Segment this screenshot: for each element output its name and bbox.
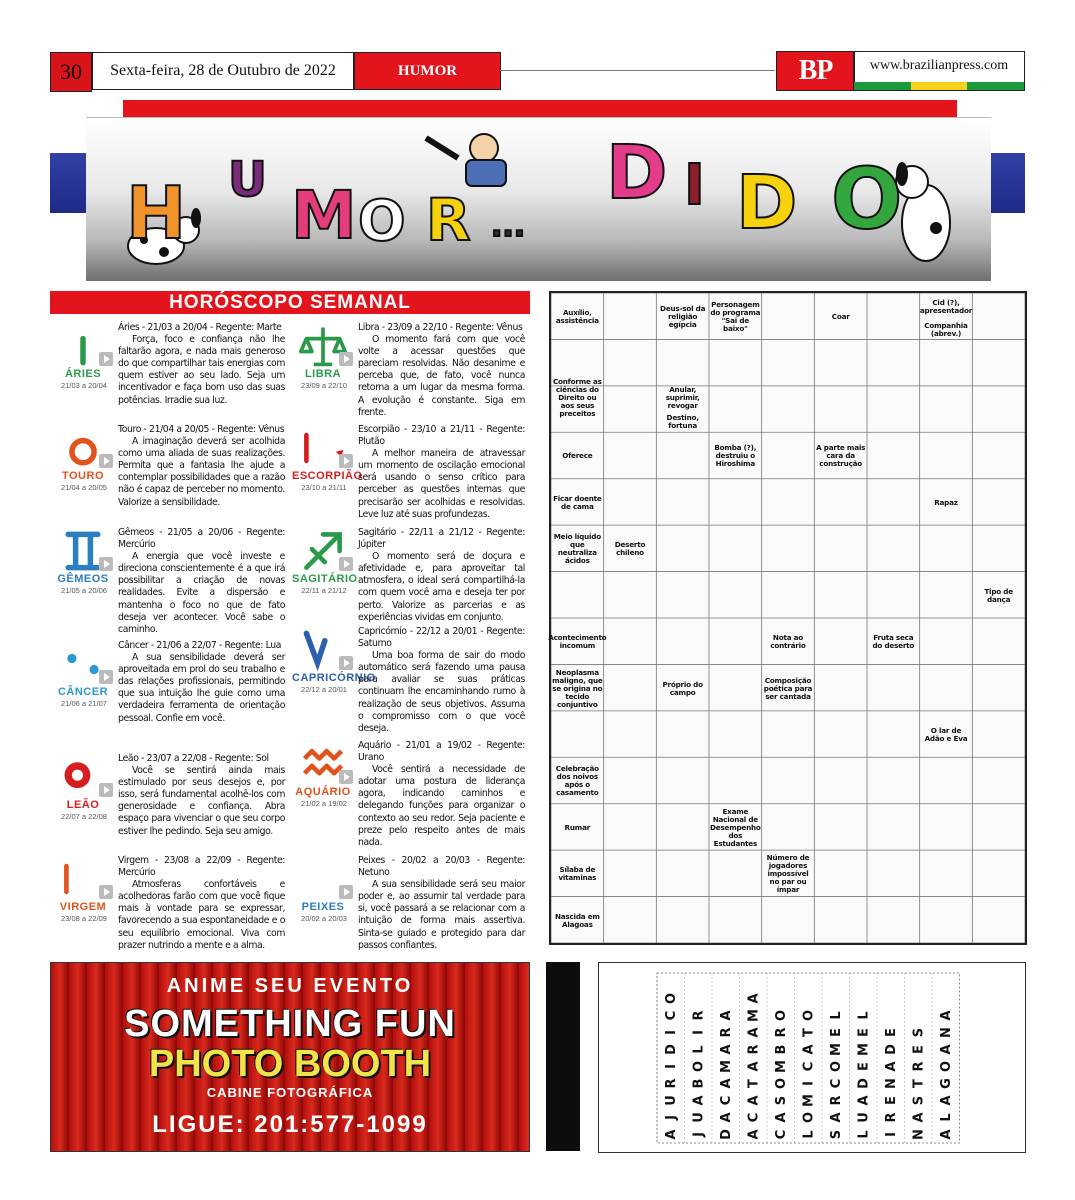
crossword-clue: A parte mais cara da construção: [816, 443, 866, 469]
answer-letter: A: [718, 1112, 734, 1123]
sign-text: [118, 527, 285, 636]
answer-letter: U: [663, 1095, 679, 1106]
sign-text: [358, 527, 525, 624]
crossword-clue: Neoplasma maligno, que se origina no tecido conjuntivo: [552, 667, 603, 709]
sign-name: PEIXES: [301, 901, 345, 913]
site-url[interactable]: www.brazilianpress.com: [869, 58, 1009, 73]
crossword-clue: Bomba (?), destruiu o Hiroshima: [714, 443, 757, 469]
answer-letter: E: [883, 1096, 899, 1105]
cartoon-man-icon: [426, 134, 506, 186]
sign-dates: 21/06 a 21/07: [61, 699, 107, 708]
answer-letter: R: [718, 1027, 734, 1038]
sign-heading: Libra - 23/09 a 22/10 - Regente: Vênus: [358, 322, 523, 333]
answer-letter: A: [938, 1129, 954, 1140]
sign-body: A sua sensibilidade deverá ser aproveitada em prol do seu trabalho e das relações profissionais, permitindo que sua intuição lhe guie como uma verdadeira ferramenta de orientação pessoal. Confie em você.: [118, 652, 285, 724]
sign-body: A energia que você investe e direciona conscientemente é a que irá possibilitar a criação de novas realidades. Evite a dispersão e mantenha o foco no que de fato deseja ver acontecer. Você sabe o caminho.: [118, 551, 285, 635]
answer-letter: A: [746, 993, 762, 1004]
crossword-clue: Próprio do campo: [662, 679, 703, 697]
sign-name: LIBRA: [304, 368, 342, 380]
site-url-box[interactable]: [853, 51, 1025, 91]
flag-stripe: [854, 82, 1024, 90]
sign-body: Atmosferas confortáveis e acolhedoras farão com que você fique mais à vontade para se expressar, favorecendo a sua espontaneidade e o seu equilíbrio emocional. Viva com prazer nutrindo a mente e a alma.: [118, 879, 285, 951]
answer-letter: A: [801, 1044, 817, 1055]
sign-text: [118, 640, 285, 725]
answer-letter: R: [773, 1027, 789, 1038]
sign-dates: 21/05 a 20/06: [61, 586, 107, 595]
answer-letter: M: [801, 1094, 817, 1107]
answer-letter: A: [691, 1095, 707, 1106]
answer-letter: I: [801, 1081, 817, 1086]
answer-key-grid: [599, 963, 1025, 1152]
answer-letter: R: [883, 1112, 899, 1123]
banner-letter: R: [426, 186, 471, 254]
sign-heading: Capricórnio - 22/12 a 20/01 - Regente: Saturno: [358, 626, 525, 650]
sign-heading: Virgem - 23/08 a 22/09 - Regente: Mercúrio: [118, 855, 285, 879]
issue-date: Sexta-feira, 28 de Outubro de 2022: [92, 52, 354, 90]
sign-dates: 21/04 a 20/05: [61, 483, 107, 492]
sign-name: SAGITÁRIO: [292, 573, 358, 585]
crossword-clue: Destino, fortuna: [666, 412, 699, 430]
banner-artwork: [86, 118, 991, 281]
play-icon[interactable]: [99, 352, 113, 366]
crossword-clue: Exame Nacional de Desempenho dos Estudantes: [710, 806, 761, 848]
crossword-clue: Sílaba de vitaminas: [558, 865, 597, 883]
sign-name: ESCORPIÃO: [292, 470, 363, 482]
sign-name: VIRGEM: [59, 901, 107, 913]
crossword-clue: Ficar doente de cama: [553, 493, 602, 511]
crossword-clue: Conforme as ciências do Direito ou aos seus preceitos: [552, 377, 602, 419]
sign-heading: Escorpião - 23/10 a 21/11 - Regente: Plutão: [358, 424, 525, 448]
answer-letter: A: [911, 1112, 927, 1123]
answer-letter: S: [911, 1095, 927, 1106]
ad-brand: SOMETHING FUN: [124, 1003, 456, 1045]
answer-letter: M: [718, 1060, 734, 1073]
sign-dates: 21/03 a 20/04: [61, 381, 107, 390]
crossword-clue: Oferece: [562, 451, 593, 461]
answer-letter: D: [718, 1129, 734, 1140]
play-icon[interactable]: [99, 454, 113, 468]
sign-heading: Sagitário - 22/11 a 21/12 - Regente: Júpiter: [358, 527, 525, 551]
answer-letter: R: [746, 1044, 762, 1055]
answer-letter: S: [773, 1095, 789, 1106]
sign-heading: Aquário - 21/01 a 19/02 - Regente: Urano: [358, 740, 525, 764]
crossword-clue: Coar: [831, 312, 850, 322]
sign-body: O momento será de doçura e afetividade e, para aproveitar tal atmosfera, o ideal será compartilhá-la com quem você ama e deseja ter por perto. Valorize as parcerias e as experiências vividas em conjunto.: [358, 551, 525, 623]
banner-red-strip: [123, 100, 957, 117]
answer-letter: L: [856, 1130, 872, 1139]
header-rule: [500, 70, 775, 71]
answer-letter: E: [911, 1045, 927, 1054]
banner-letter: D: [606, 130, 668, 216]
section-label: HUMOR: [354, 52, 501, 90]
sign-body: Você se sentirá ainda mais estimulado por seus desejos e, por isso, será fundamental acolhê-los com generosidade e confiança. Abra espaço para vivenciar o que seu corpo estiver lhe pedindo. Seja seu amigo.: [118, 765, 285, 837]
sign-name: CÂNCER: [57, 686, 109, 698]
crossword-clue: Companhia (abrev.): [924, 320, 968, 338]
answer-letter: S: [828, 1129, 844, 1140]
crossword-clue: Deserto chileno: [614, 540, 646, 558]
horoscope-title: HORÓSCOPO SEMANAL: [50, 291, 530, 314]
answer-letter: J: [663, 1115, 679, 1120]
answer-letter: T: [801, 1028, 817, 1037]
play-icon[interactable]: [339, 656, 353, 670]
answer-letter: C: [828, 1078, 844, 1089]
answer-letter: A: [746, 1095, 762, 1106]
sign-text: [358, 322, 525, 419]
answer-letter: N: [883, 1078, 899, 1089]
ad-phone[interactable]: LIGUE: 201:577-1099: [152, 1111, 428, 1138]
sign-dates: 23/08 a 22/09: [61, 914, 107, 923]
sign-dates: 22/12 a 20/01: [301, 685, 347, 694]
sign-body: Uma boa forma de sair do modo automático será fazendo uma pausa para avaliar se suas práticas continuam lhe encaminhando rumo à realização de seus objetivos. Assuma o compromisso com o que você deseja.: [358, 650, 525, 734]
answer-letter: A: [663, 1129, 679, 1140]
sign-text: [118, 753, 285, 838]
answer-letter: D: [856, 1078, 872, 1089]
answer-letter: T: [746, 1079, 762, 1088]
answer-letter: O: [801, 1111, 817, 1124]
answer-letter: A: [718, 1078, 734, 1089]
answer-letter: M: [773, 1060, 789, 1073]
answer-letter: A: [746, 1027, 762, 1038]
banner-letter: O: [358, 189, 406, 254]
answer-letter: A: [828, 1112, 844, 1123]
sign-body: A melhor maneira de atravessar um momento de oscilação emocional será usando o senso crítico para perceber as questões internas que precisarão ser acolhidas e resolvidas. Leve luz até suas profundezas.: [358, 448, 525, 520]
sign-body: A sua sensibilidade será seu maior poder e, ao assumir tal verdade para si, você passará a se relacionar com a intuição de forma mais assertiva. Sinta-se guiado e protegido para dar passos confiantes.: [358, 879, 525, 951]
answer-letter: C: [663, 1010, 679, 1021]
humor-dido-banner: [86, 117, 991, 281]
crossword-clue: Anular, suprimir, revogar: [665, 385, 700, 411]
sign-body: O momento fará com que você volte a acessar questões que pareciam resolvidas. Não desanime e perceba que, de fato, você nunca retorna a um lugar da mesma forma. A evolução é constante. Siga em frente.: [358, 334, 525, 418]
answer-letter: A: [718, 1044, 734, 1055]
photo-booth-ad[interactable]: [50, 962, 530, 1152]
crossword-answer-key: [598, 962, 1026, 1153]
crossword-clue: Cid (?), apresentador: [919, 297, 973, 315]
answer-letter: U: [691, 1112, 707, 1123]
banner-letter: U: [228, 152, 267, 208]
sign-text: [358, 740, 525, 849]
answer-letter: E: [856, 1062, 872, 1071]
answer-letter: A: [856, 1095, 872, 1106]
answer-letter: E: [856, 1028, 872, 1037]
answer-letter: U: [856, 1112, 872, 1123]
answer-letter: N: [911, 1129, 927, 1140]
banner-letter: I: [684, 153, 705, 218]
play-icon[interactable]: [99, 885, 113, 899]
ad-tagline: ANIME SEU EVENTO: [166, 975, 414, 997]
sign-dates: 22/11 a 21/12: [301, 586, 347, 595]
sign-heading: Câncer - 21/06 a 22/07 - Regente: Lua: [118, 640, 281, 651]
crossword-clue: Tipo de dança: [984, 586, 1013, 604]
banner-letter: M: [291, 177, 357, 254]
play-icon[interactable]: [99, 557, 113, 571]
sign-text: [118, 424, 285, 509]
banner-letter: ...: [491, 209, 526, 244]
banner-letter: H: [126, 171, 187, 255]
cartoon-dog-right-icon: [896, 162, 950, 261]
answer-letter: I: [883, 1132, 899, 1137]
answer-letter: A: [938, 1095, 954, 1106]
crossword-clue: Fruta seca do deserto: [872, 633, 915, 651]
answer-letter: A: [938, 1010, 954, 1021]
crossword-clue: Personagem do programa "Sai de baixo": [710, 300, 761, 334]
page-number: 30: [50, 52, 92, 92]
sign-text: [118, 322, 285, 407]
play-icon[interactable]: [339, 352, 353, 366]
answer-letter: M: [828, 1043, 844, 1056]
sign-name: AQUÁRIO: [295, 786, 351, 798]
crossword-lines: [548, 293, 1025, 943]
sign-heading: Touro - 21/04 a 20/05 - Regente: Vênus: [118, 424, 285, 435]
answer-letter: M: [746, 1009, 762, 1022]
sign-dates: 21/02 a 19/02: [301, 799, 347, 808]
answer-letter: A: [773, 1112, 789, 1123]
crossword-clue: Deus-sol da religião egípcia: [660, 304, 706, 330]
ad-product: PHOTO BOOTH: [148, 1043, 432, 1085]
sign-body: Força, foco e confiança não lhe faltarão agora, e nada mais generoso do que compartilhar tais energias com quem estiver ao seu lado. Seja um incentivador e faça bom uso das suas potências. Irradie sua luz.: [118, 334, 285, 406]
sign-heading: Peixes - 20/02 a 20/03 - Regente: Netuno: [358, 855, 525, 879]
answer-letter: O: [691, 1060, 707, 1073]
answer-letter: O: [938, 1060, 954, 1073]
play-icon[interactable]: [99, 783, 113, 797]
answer-letter: O: [801, 1009, 817, 1022]
sign-heading: Gêmeos - 21/05 a 20/06 - Regente: Mercúrio: [118, 527, 285, 551]
crossword-clue: Auxílio, assistência: [555, 308, 599, 326]
answer-letter: L: [938, 1113, 954, 1122]
answer-letter: A: [883, 1061, 899, 1072]
play-icon[interactable]: [339, 770, 353, 784]
answer-letter: R: [691, 1010, 707, 1021]
answer-letter: R: [663, 1078, 679, 1089]
answer-letter: N: [938, 1027, 954, 1038]
answer-letter: A: [746, 1129, 762, 1140]
sign-name: TOURO: [61, 470, 105, 482]
answer-letter: O: [773, 1077, 789, 1090]
answer-letter: I: [663, 1030, 679, 1035]
sign-heading: Áries - 21/03 a 20/04 - Regente: Marte: [118, 322, 282, 333]
sign-body: A imaginação deverá ser acolhida como uma aliada de suas realizações. Permita que a fantasia lhe ajude a contemplar possibilidades que a razão não é capaz de perceber no momento. Valorize a sensibilidade.: [118, 436, 285, 508]
answer-letter: D: [883, 1044, 899, 1055]
crossword-clue: Rumar: [564, 822, 591, 832]
sign-dates: 20/02 a 20/03: [301, 914, 347, 923]
crossword-clue: Composição poética para ser cantada: [763, 675, 813, 701]
answer-letter: A: [718, 1010, 734, 1021]
crossword-clue: Rapaz: [934, 497, 958, 507]
sign-text: [358, 424, 525, 521]
answer-letter: T: [911, 1079, 927, 1088]
sign-dates: 22/07 a 22/08: [61, 812, 107, 821]
sign-dates: 23/09 a 22/10: [301, 381, 347, 390]
play-icon[interactable]: [99, 670, 113, 684]
answer-letter: G: [938, 1078, 954, 1089]
crossword-clue: Número de jogadores impossível no par ou ímpar: [766, 853, 810, 895]
answer-letter: O: [828, 1060, 844, 1073]
answer-letter: C: [801, 1061, 817, 1072]
answer-letter: E: [828, 1028, 844, 1037]
answer-letter: E: [883, 1028, 899, 1037]
bp-logo[interactable]: BP: [776, 51, 855, 91]
crossword-clue: Nota ao contrário: [770, 633, 806, 651]
black-divider-bar: [546, 962, 580, 1151]
answer-letter: B: [691, 1078, 707, 1089]
crossword-clue: Celebração dos noivos após o casamento: [555, 764, 599, 798]
play-icon[interactable]: [339, 885, 353, 899]
answer-letter: O: [663, 992, 679, 1005]
answer-letter: C: [718, 1095, 734, 1106]
play-icon[interactable]: [339, 454, 353, 468]
answer-letter: R: [911, 1061, 927, 1072]
answer-letter: J: [691, 1132, 707, 1137]
sign-name: GÊMEOS: [57, 573, 109, 585]
answer-letter: L: [856, 1011, 872, 1020]
banner-letter: D: [736, 160, 798, 246]
answer-letter: C: [773, 1129, 789, 1140]
banner-letter: O: [831, 150, 903, 248]
answer-letter: C: [746, 1112, 762, 1123]
answer-letter: I: [663, 1064, 679, 1069]
answer-letter: A: [938, 1044, 954, 1055]
answer-letter: M: [856, 1043, 872, 1056]
answer-letter: A: [746, 1061, 762, 1072]
sign-name: ÁRIES: [64, 368, 102, 380]
sign-dates: 23/10 a 21/11: [301, 483, 347, 492]
answer-letter: B: [773, 1044, 789, 1055]
answer-letter: L: [691, 1045, 707, 1054]
answer-letter: R: [828, 1095, 844, 1106]
crossword-clue: Acontecimento incomum: [548, 633, 607, 651]
sign-text: [118, 855, 285, 952]
ad-subtitle: CABINE FOTOGRÁFICA: [206, 1085, 374, 1100]
answer-letter: L: [801, 1130, 817, 1139]
answer-letter: S: [911, 1027, 927, 1038]
crossword-grid[interactable]: [549, 291, 1027, 945]
answer-letter: O: [773, 1009, 789, 1022]
sign-text: [358, 626, 525, 735]
play-icon[interactable]: [339, 557, 353, 571]
answer-letter: D: [663, 1044, 679, 1055]
answer-letter: L: [828, 1011, 844, 1020]
crossword-clue: O lar de Adão e Eva: [924, 726, 968, 744]
crossword-clue: Nascida em Alagoas: [554, 911, 600, 929]
sign-name: CAPRICÓRNIO: [292, 672, 376, 684]
sign-name: LEÃO: [66, 799, 100, 811]
answer-letter: I: [691, 1030, 707, 1035]
sign-text: [358, 855, 525, 952]
sign-body: Você sentirá a necessidade de adotar uma postura de liderança agora, indicando caminhos e delegando funções para organizar o contexto ao seu redor. Seja paciente e preze pelo respeito antes de mais nada.: [358, 764, 525, 848]
sign-heading: Leão - 23/07 a 22/08 - Regente: Sol: [118, 753, 269, 764]
crossword-clue: Meio líquido que neutraliza ácidos: [553, 532, 601, 566]
